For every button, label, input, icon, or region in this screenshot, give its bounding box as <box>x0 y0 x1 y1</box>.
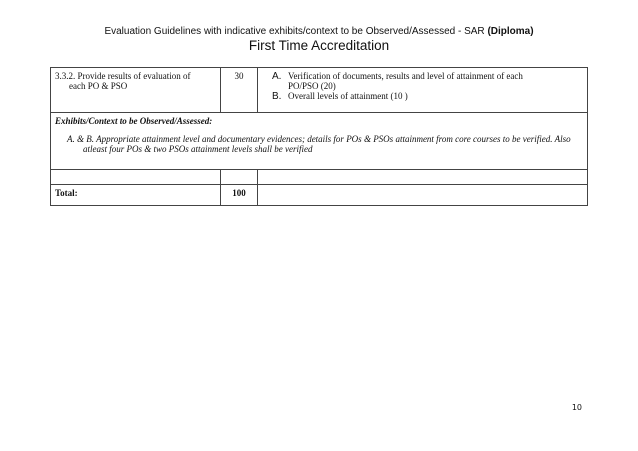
item-text: Verification of documents, results and level of attainment of each <box>288 71 523 81</box>
header-text: Evaluation Guidelines with indicative exhibits/context to be Observed/Assessed - SAR <box>104 26 488 37</box>
criterion-line1: 3.3.2. Provide results of evaluation of <box>55 71 191 81</box>
exhibits-line1: A. & B. Appropriate attainment level and documentary evidences; details for POs & PSOs attainment from core courses to be verified. Also <box>67 134 571 144</box>
exhibits-heading: Exhibits/Context to be Observed/Assessed: <box>55 116 213 126</box>
header-bold-text: (Diploma) <box>487 26 534 37</box>
total-value: 100 <box>221 185 258 206</box>
evaluation-table <box>50 67 588 206</box>
empty-cell <box>258 170 588 185</box>
criterion-cell <box>51 68 221 113</box>
item-text-cont: PO/PSO (20) <box>288 81 336 91</box>
page-number: 10 <box>571 403 582 412</box>
document-header-title: First Time Accreditation <box>248 38 390 53</box>
marks-cell: 30 <box>221 68 258 113</box>
empty-cell <box>221 170 258 185</box>
empty-cell <box>51 170 221 185</box>
item-text: Overall levels of attainment (10 ) <box>288 91 408 101</box>
document-header-line1 <box>0 26 638 37</box>
items-list <box>262 71 583 102</box>
item-marker: B. <box>272 91 282 102</box>
exhibits-line2: atleast four POs & two PSOs attainment levels shall be verified <box>83 144 313 154</box>
empty-cell <box>258 185 588 206</box>
list-item <box>262 91 583 102</box>
exhibits-row <box>51 113 588 170</box>
total-row <box>51 185 588 206</box>
exhibits-body <box>55 134 583 154</box>
empty-row <box>51 170 588 185</box>
criterion-line2: each PO & PSO <box>69 81 128 91</box>
exhibits-cell <box>51 113 588 170</box>
list-item <box>262 71 583 91</box>
criterion-row <box>51 68 588 113</box>
total-label: Total: <box>51 185 221 206</box>
item-marker: A. <box>272 71 282 82</box>
items-cell <box>258 68 588 113</box>
